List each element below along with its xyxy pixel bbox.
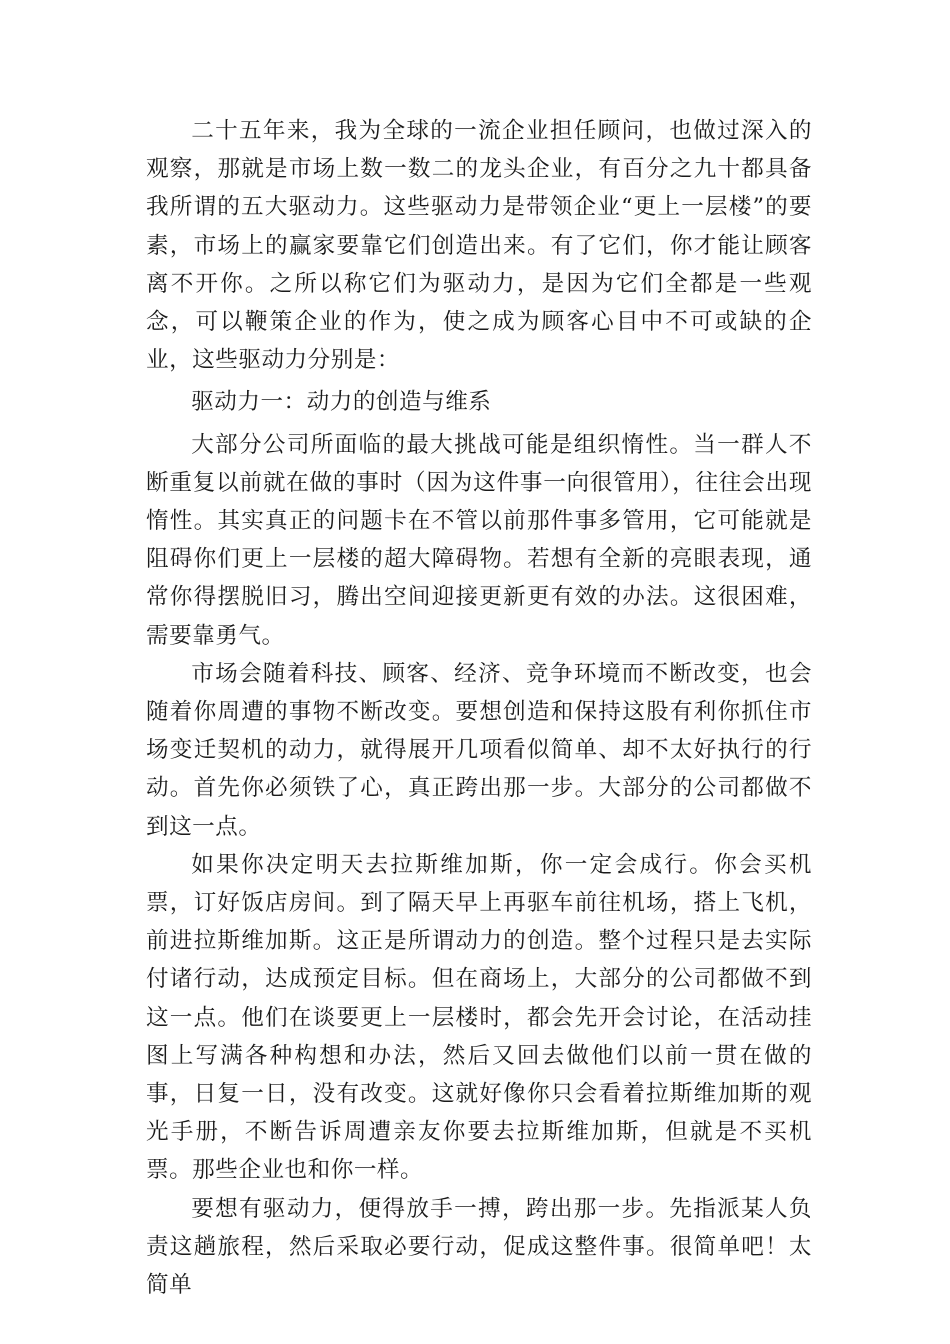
- document-body: [146, 112, 812, 1304]
- paragraph-market-change: 市场会随着科技、顾客、经济、竞争环境而不断改变，也会随着你周遭的事物不断改变。要想创造和保持这股有利你抓住市场变迁契机的动力，就得展开几项看似简单、却不太好执行的行动。首先你必须铁了心，真正跨出那一步。大部分的公司都做不到这一点。: [146, 660, 812, 840]
- paragraph-intro: 二十五年来，我为全球的一流企业担任顾问，也做过深入的观察，那就是市场上数一数二的龙头企业，有百分之九十都具备我所谓的五大驱动力。这些驱动力是带领企业“更上一层楼”的要素，市场上的赢家要靠它们创造出来。有了它们，你才能让顾客离不开你。之所以称它们为驱动力，是因为它们全都是一些观念，可以鞭策企业的作为，使之成为顾客心目中不可或缺的企业，这些驱动力分别是：: [146, 118, 812, 374]
- paragraph-las-vegas-example: 如果你决定明天去拉斯维加斯，你一定会成行。你会买机票，订好饭店房间。到了隔天早上再驱车前往机场，搭上飞机，前进拉斯维加斯。这正是所谓动力的创造。整个过程只是去实际付诸行动，达成预定目标。但在商场上，大部分的公司都做不到这一点。他们在谈要更上一层楼时，都会先开会讨论，在活动挂图上写满各种构想和办法，然后又回去做他们以前一贯在做的事，日复一日，没有改变。这就好像你只会看着拉斯维加斯的观光手册，不断告诉周遭亲友你要去拉斯维加斯，但就是不买机票。那些企业也和你一样。: [146, 851, 812, 1184]
- paragraph-take-the-step: 要想有驱动力，便得放手一搏，跨出那一步。先指派某人负责这趟旅程，然后采取必要行动，促成这整件事。很简单吧！太简单: [146, 1195, 812, 1299]
- paragraph-organizational-inertia: 大部分公司所面临的最大挑战可能是组织惰性。当一群人不断重复以前就在做的事时（因为这件事一向很管用），往往会出现惰性。其实真正的问题卡在不管以前那件事多管用，它可能就是阻碍你们更上一层楼的超大障碍物。若想有全新的亮眼表现，通常你得摆脱旧习，腾出空间迎接更新更有效的办法。这很困难，需要靠勇气。: [146, 431, 812, 649]
- section-heading-driver-one: 驱动力一：动力的创造与维系: [191, 389, 492, 416]
